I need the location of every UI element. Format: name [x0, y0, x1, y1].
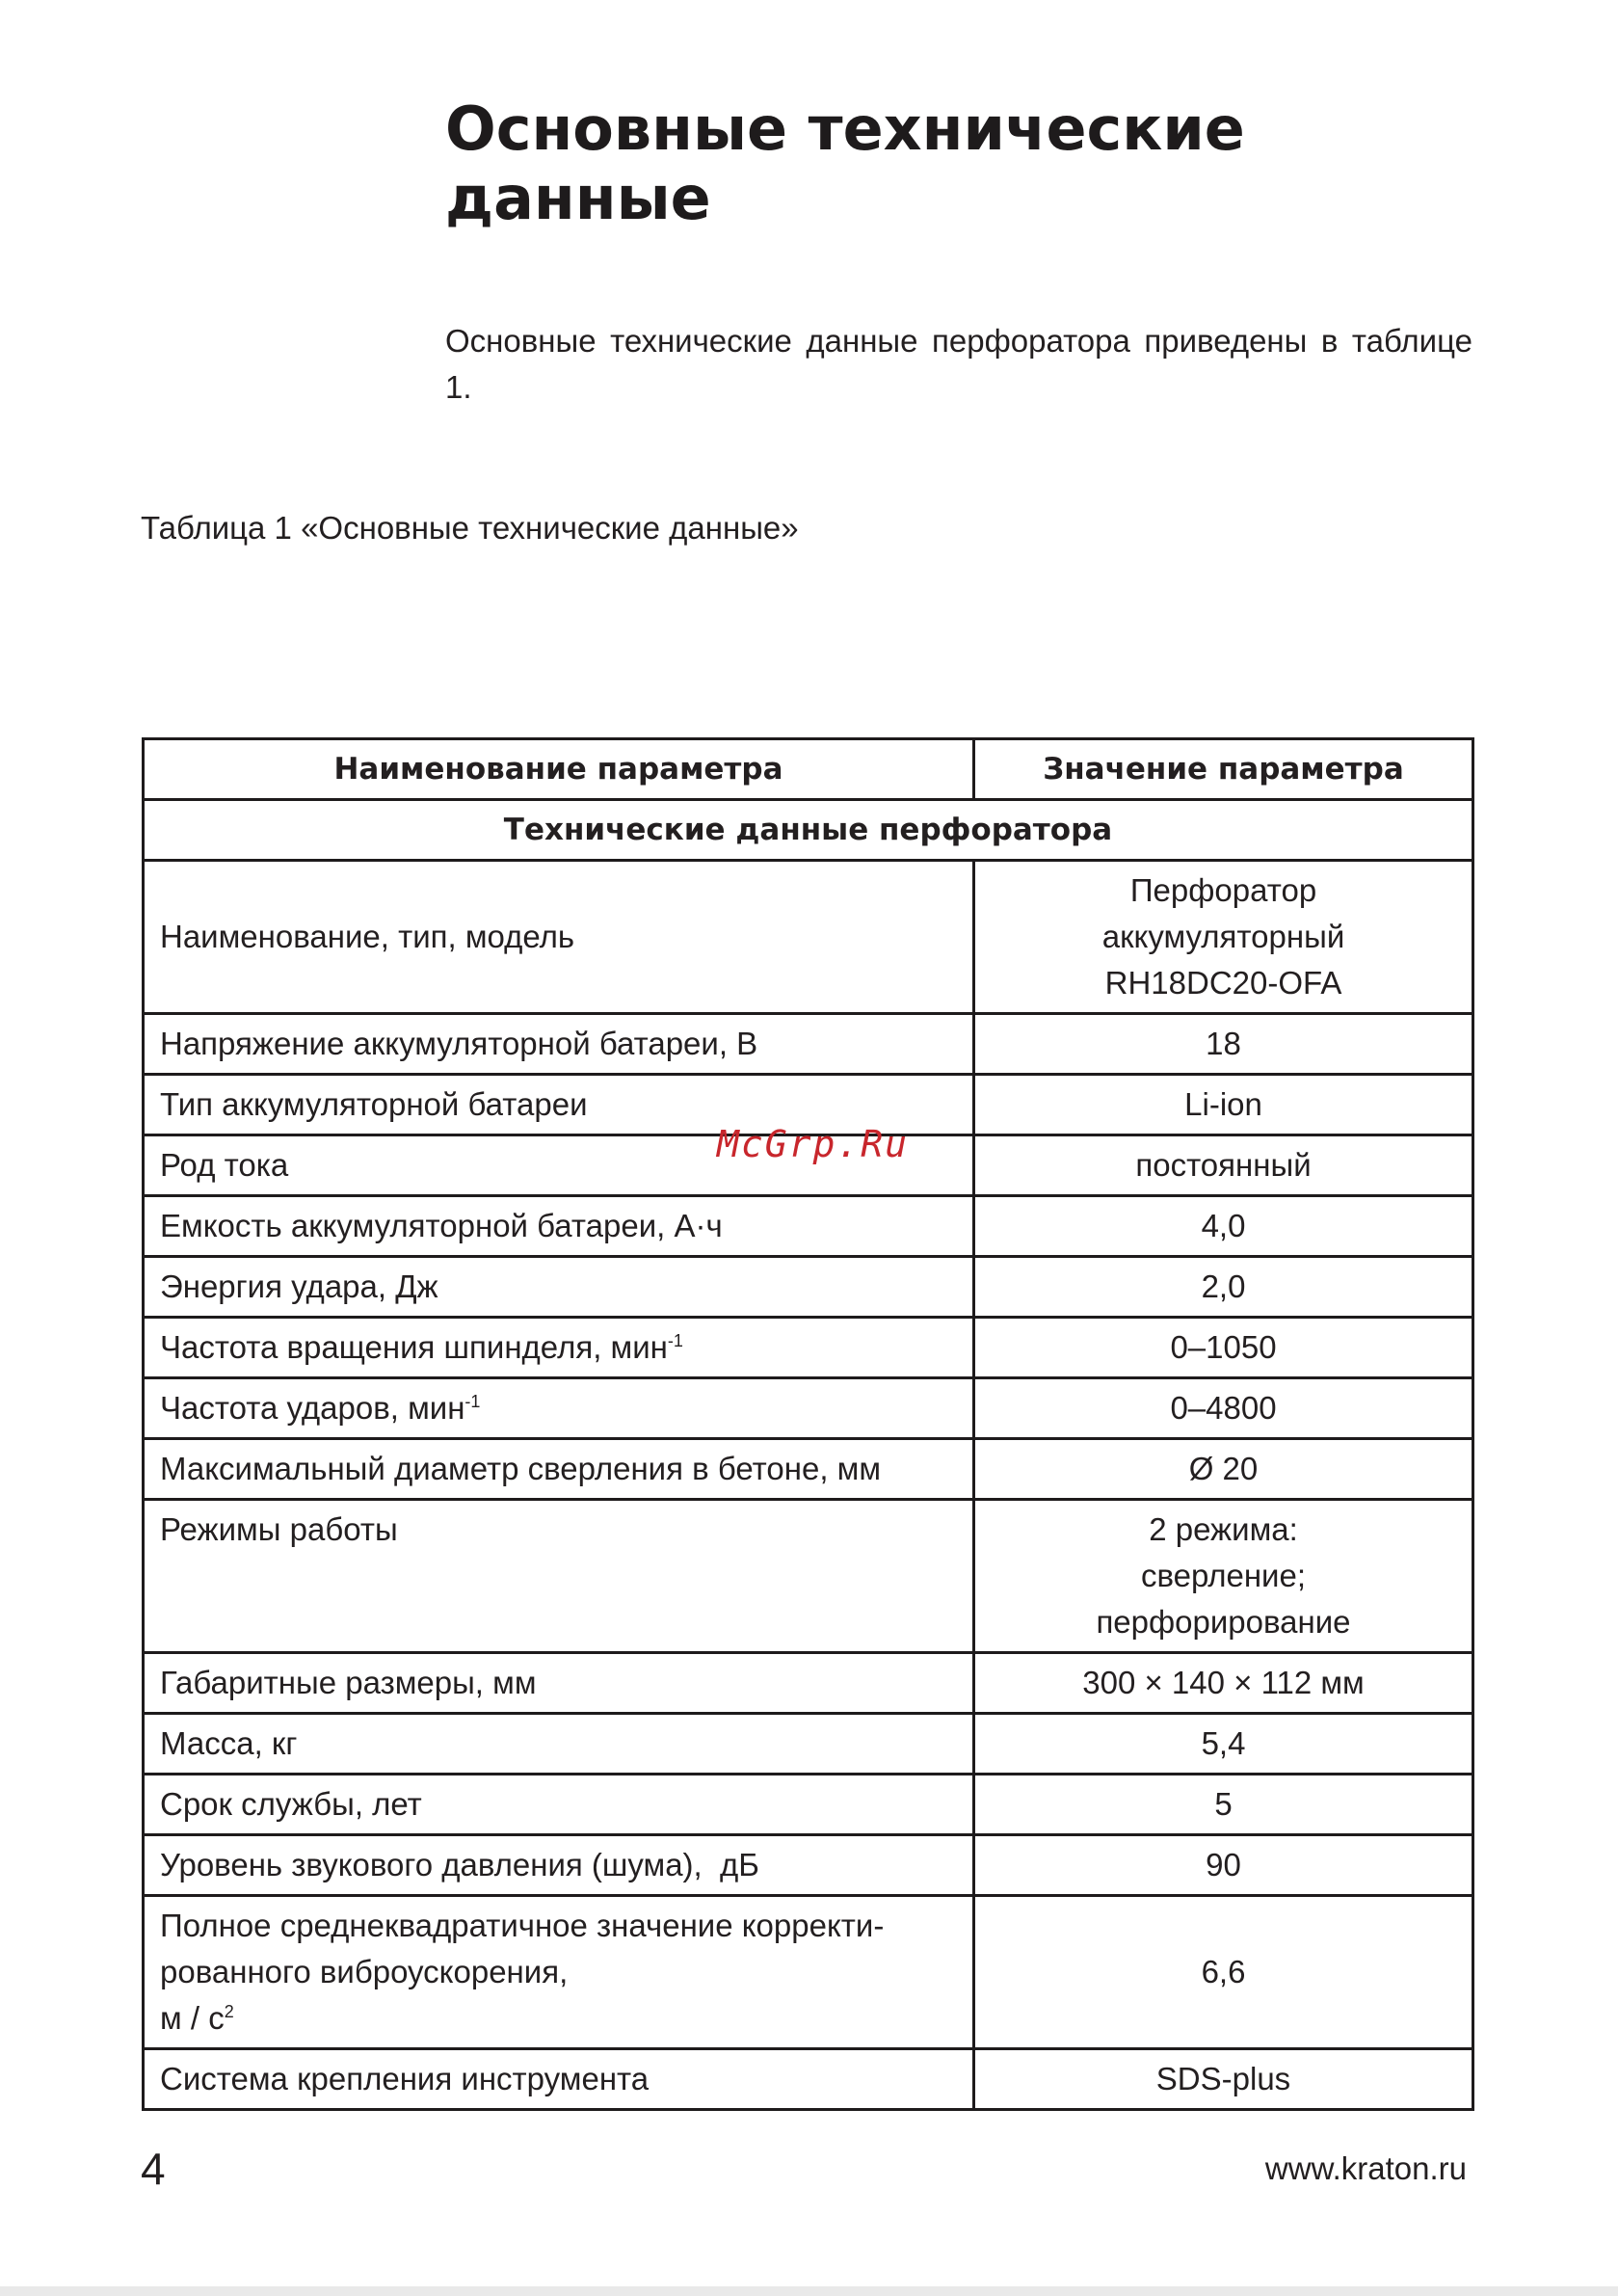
- column-header-value: Значение параметра: [974, 739, 1473, 800]
- param-cell: Тип аккумуляторной батареи: [144, 1075, 974, 1135]
- table-row: [144, 1014, 1473, 1075]
- param-cell: [144, 1378, 974, 1439]
- param-cell: Напряжение аккумуляторной батареи, В: [144, 1014, 974, 1075]
- param-cell: Емкость аккумуляторной батареи, А·ч: [144, 1196, 974, 1257]
- param-cell: Максимальный диаметр сверления в бетоне, мм: [144, 1439, 974, 1500]
- param-line: рованного виброускорения,: [160, 1954, 569, 1989]
- value-cell: 5,4: [974, 1714, 1473, 1775]
- value-cell: Li-ion: [974, 1075, 1473, 1135]
- page-title: [445, 94, 1505, 233]
- param-cell: Режимы работы: [144, 1500, 974, 1653]
- table-header-row: [144, 739, 1473, 800]
- value-line: Перфоратор: [1129, 872, 1317, 908]
- table-row: [144, 861, 1473, 1014]
- value-cell: SDS-plus: [974, 2049, 1473, 2110]
- param-superscript: 2: [224, 2002, 234, 2021]
- value-line: 2 режима:: [1149, 1511, 1298, 1547]
- value-cell: 300 × 140 × 112 мм: [974, 1653, 1473, 1714]
- table-row: [144, 1896, 1473, 2049]
- param-text: Наименование, тип, модель: [160, 919, 575, 954]
- value-cell: [974, 1500, 1473, 1653]
- watermark-text: McGrp.Ru: [717, 1123, 910, 1165]
- table-row: [144, 1257, 1473, 1318]
- param-line: Полное среднеквадратичное значение корректи-: [160, 1908, 885, 1943]
- value-line: RH18DC20-OFA: [1104, 965, 1342, 1001]
- bottom-rule: [0, 2286, 1618, 2296]
- param-cell: Габаритные размеры, мм: [144, 1653, 974, 1714]
- website-link[interactable]: www.kraton.ru: [1264, 2150, 1467, 2186]
- value-cell: 2,0: [974, 1257, 1473, 1318]
- value-line: сверление;: [1140, 1558, 1307, 1593]
- value-cell: 90: [974, 1835, 1473, 1896]
- param-cell: [144, 1896, 974, 2049]
- table-row: [144, 1775, 1473, 1835]
- table-row: [144, 1439, 1473, 1500]
- table-row: [144, 1714, 1473, 1775]
- title-line-1: Основные технические: [445, 93, 1245, 164]
- param-cell: Уровень звукового давления (шума), дБ: [144, 1835, 974, 1896]
- param-superscript: -1: [464, 1392, 481, 1411]
- table-row: [144, 2049, 1473, 2110]
- param-cell: Срок службы, лет: [144, 1775, 974, 1835]
- table-row: [144, 1835, 1473, 1896]
- value-line: перфорирование: [1096, 1604, 1351, 1640]
- value-cell: Ø 20: [974, 1439, 1473, 1500]
- param-cell: Род тока: [144, 1135, 974, 1196]
- page-number: 4: [141, 2144, 166, 2194]
- value-cell: 0–1050: [974, 1318, 1473, 1378]
- value-line: аккумуляторный: [1101, 919, 1345, 954]
- table-row: [144, 1500, 1473, 1653]
- param-text: Частота вращения шпинделя, мин: [160, 1329, 668, 1365]
- table-section-row: [144, 800, 1473, 861]
- table-caption: Таблица 1 «Основные технические данные»: [141, 510, 799, 546]
- param-text: Частота ударов, мин: [160, 1390, 465, 1426]
- table-row: [144, 1196, 1473, 1257]
- column-header-param: Наименование параметра: [144, 739, 974, 800]
- param-cell: [144, 861, 974, 1014]
- intro-paragraph: Основные технические данные перфоратора приведены в таблице 1.: [445, 323, 1472, 405]
- table-row: [144, 1318, 1473, 1378]
- value-cell: 18: [974, 1014, 1473, 1075]
- value-cell: [974, 861, 1473, 1014]
- param-cell: Энергия удара, Дж: [144, 1257, 974, 1318]
- spec-table: [142, 737, 1474, 2111]
- param-line: м / с: [160, 2000, 225, 2036]
- title-line-2: данные: [445, 163, 711, 233]
- param-cell: [144, 1318, 974, 1378]
- value-cell: 5: [974, 1775, 1473, 1835]
- param-superscript: -1: [667, 1331, 683, 1350]
- param-cell: Система крепления инструмента: [144, 2049, 974, 2110]
- value-cell: 0–4800: [974, 1378, 1473, 1439]
- value-cell: 6,6: [974, 1896, 1473, 2049]
- value-cell: 4,0: [974, 1196, 1473, 1257]
- table-row: [144, 1378, 1473, 1439]
- section-header: Технические данные перфоратора: [144, 800, 1473, 861]
- param-cell: Масса, кг: [144, 1714, 974, 1775]
- table-row: [144, 1653, 1473, 1714]
- value-cell: постоянный: [974, 1135, 1473, 1196]
